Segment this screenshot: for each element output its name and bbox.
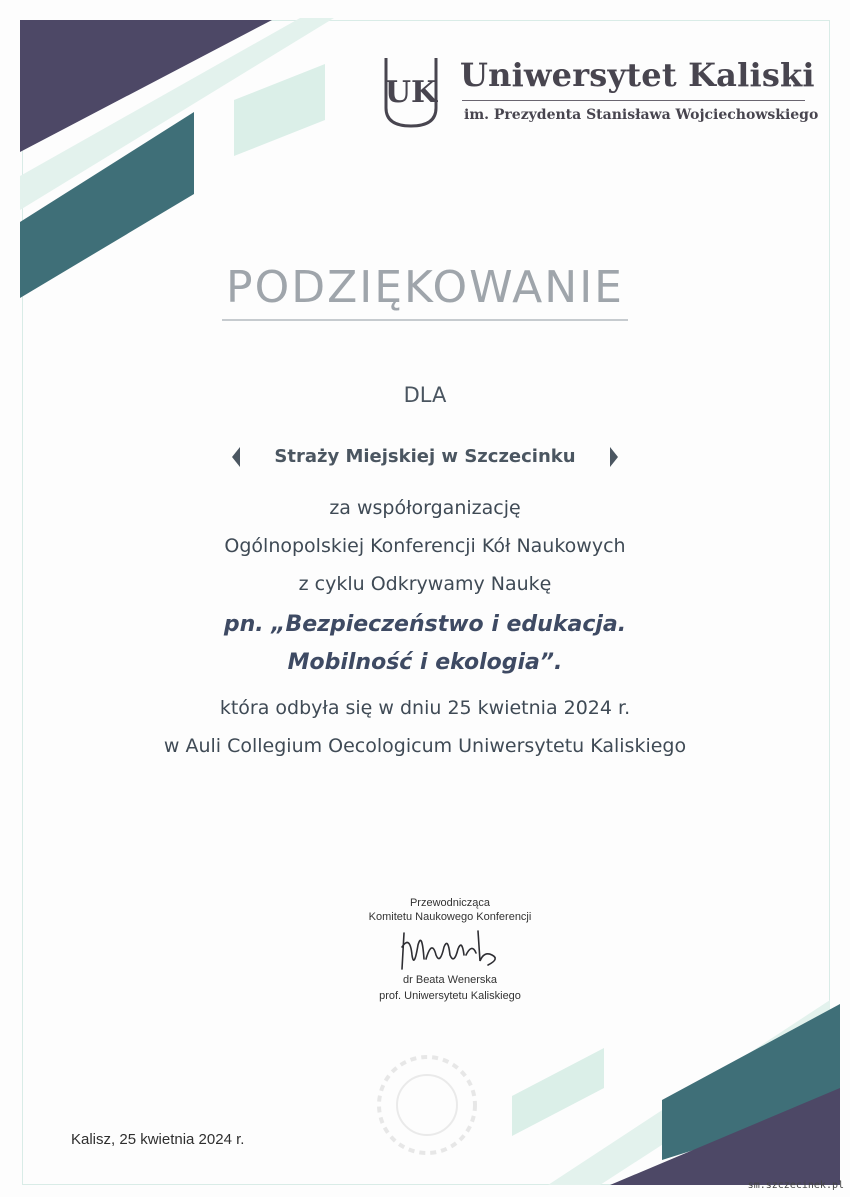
recipient-row xyxy=(0,446,850,467)
recipient-name: Straży Miejskiej w Szczecinku xyxy=(274,446,576,467)
conference-title-line-1: pn. „Bezpieczeństwo i edukacja. xyxy=(223,612,627,637)
svg-text:UK: UK xyxy=(384,75,438,110)
university-patron: im. Prezydenta Stanisława Wojciechowskiego xyxy=(464,107,819,123)
conference-title-line-2: Mobilność i ekologia”. xyxy=(287,650,563,675)
place-and-date: Kalisz, 25 kwietnia 2024 r. xyxy=(71,1131,245,1148)
faded-seal-stamp xyxy=(355,1050,500,1160)
handwritten-signature xyxy=(392,925,512,975)
signatory-title: prof. Uniwersytetu Kaliskiego xyxy=(379,990,521,1002)
university-logo xyxy=(382,56,819,132)
body-line-1: za współorganizację xyxy=(329,497,521,519)
body-line-3: z cyklu Odkrywamy Naukę xyxy=(298,573,552,595)
dla-label: DLA xyxy=(403,383,447,407)
signatory-role-2: Komitetu Naukowego Konferencji xyxy=(368,911,532,923)
signatory-name: dr Beata Wenerska xyxy=(403,974,497,986)
body-line-6: która odbyła się w dniu 25 kwietnia 2024 r. xyxy=(219,697,631,719)
document-title xyxy=(0,262,850,321)
source-watermark: sm.szczecinek.pl xyxy=(747,1180,844,1191)
uk-logo-icon xyxy=(382,56,440,128)
signatory-role-1: Przewodnicząca xyxy=(409,897,491,909)
body-line-7: w Auli Collegium Oecologicum Uniwersytetu Kaliskiego xyxy=(163,735,687,757)
document-title-text: PODZIĘKOWANIE xyxy=(222,262,628,321)
logo-divider xyxy=(462,100,805,101)
university-name: Uniwersytet Kaliski xyxy=(460,56,815,94)
right-triangle-icon xyxy=(610,447,618,467)
left-triangle-icon xyxy=(232,447,240,467)
top-left-mint-block xyxy=(234,64,325,156)
bottom-right-mint-block xyxy=(512,1048,604,1136)
body-line-2: Ogólnopolskiej Konferencji Kół Naukowych xyxy=(224,535,626,557)
